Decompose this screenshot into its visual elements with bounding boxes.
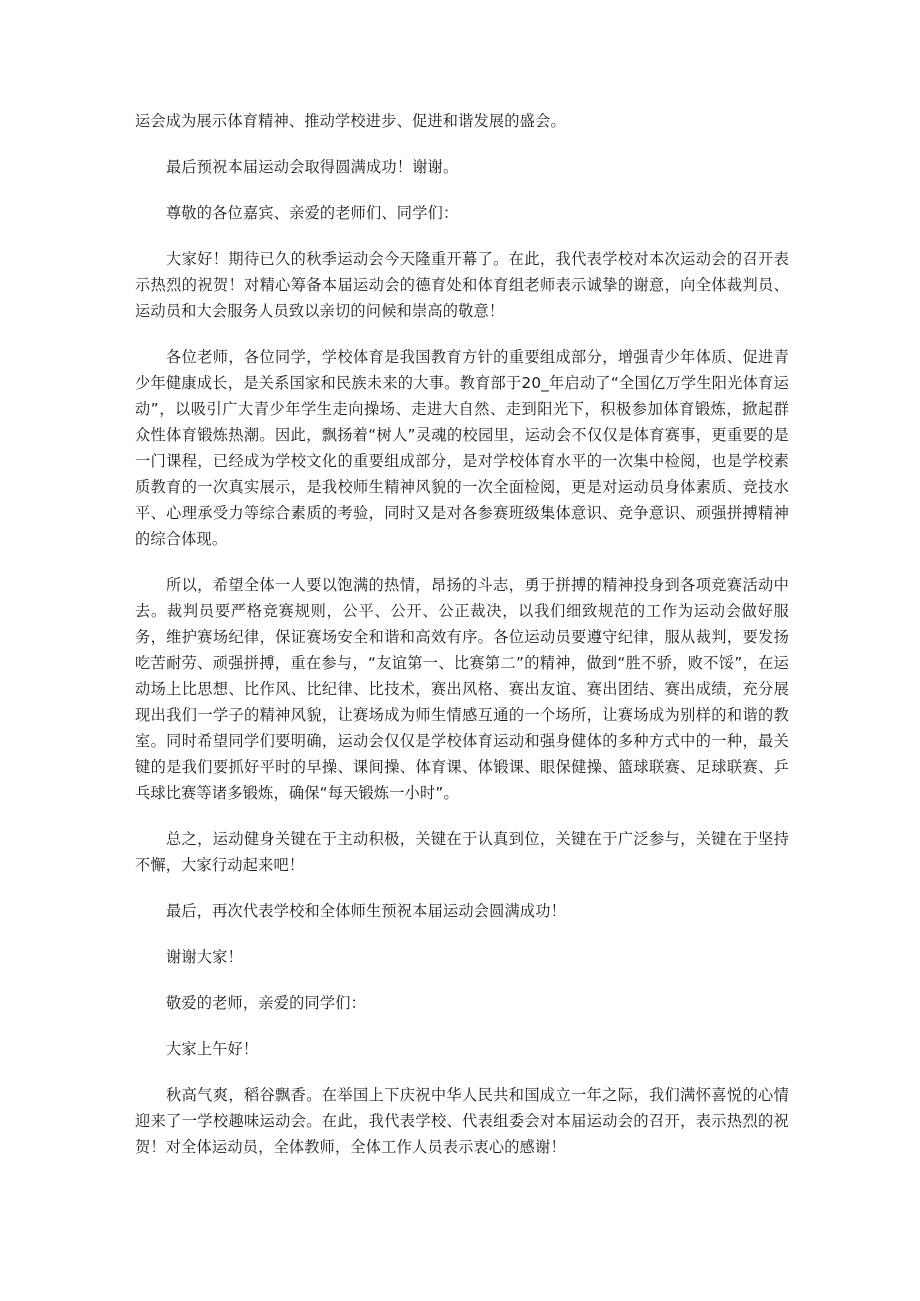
paragraph-salutation-2: 敬爱的老师，亲爱的同学们：	[166, 994, 367, 1012]
paragraph-salutation: 尊敬的各位嘉宾、亲爱的老师们、同学们：	[166, 204, 459, 222]
paragraph-closing-wish: 最后预祝本届运动会取得圆满成功！谢谢。	[166, 158, 459, 176]
paragraph-body-significance: 各位老师，各位同学，学校体育是我国教育方针的重要组成部分，增强青少年体质、促进青少年健康成长，是关系国家和民族未来的大事。教育部于20_年启动了“全国亿万学生阳光体育运动”，以吸引广大青少年学生走向操场、走进大自然、走到阳光下，积极参加体育锻炼，掀起群众性体育锻炼热潮。因此，飘扬着“树人”灵魂的校园里，运动会不仅仅是体育赛事，更重要的是一门课程，已经成为学校文化的重要组成部分，是对学校体育水平的一次集中检阅，也是学校素质教育的一次真实展示，是我校师生精神风貌的一次全面检阅，更是对运动员身体素质、竞技水平、心理承受力等综合素质的考验，同时又是对各参赛班级集体意识、竞争意识、顽强拼搏精神的综合体现。	[135, 348, 789, 548]
paragraph-thanks: 谢谢大家！	[166, 948, 243, 966]
paragraph-summary: 总之，运动健身关键在于主动积极，关键在于认真到位，关键在于广泛参与，关键在于坚持不懈，大家行动起来吧！	[135, 830, 789, 874]
paragraph-body-expectations: 所以，希望全体一人要以饱满的热情，昂扬的斗志，勇于拼搏的精神投身到各项竞赛活动中去。裁判员要严格竞赛规则，公平、公开、公正裁决，以我们细致规范的工作为运动会做好服务，维护赛场纪律，保证赛场安全和谐和高效有序。各位运动员要遵守纪律，服从裁判，要发扬吃苦耐劳、顽强拼搏，重在参与，“友谊第一、比赛第二”的精神，做到“胜不骄，败不馁”，在运动场上比思想、比作风、比纪律、比技术，赛出风格、赛出友谊、赛出团结、赛出成绩，充分展现出我们一学子的精神风貌，让赛场成为师生情感互通的一个场所，让赛场成为别样的和谐的教室。同时希望同学们要明确，运动会仅仅是学校体育运动和强身健体的多种方式中的一种，最关键的是我们要抓好平时的早操、课间操、体育课、体锻课、眼保健操、篮球联赛、足球联赛、乒乓球比赛等诸多锻炼，确保“每天锻炼一小时”。	[135, 576, 789, 802]
paragraph-final-wish: 最后，再次代表学校和全体师生预祝本届运动会圆满成功！	[166, 902, 567, 920]
paragraph-continuation: 运会成为展示体育精神、推动学校进步、促进和谐发展的盛会。	[135, 112, 566, 130]
document-page	[135, 108, 789, 1160]
paragraph-greeting: 大家好！期待已久的秋季运动会今天隆重开幕了。在此，我代表学校对本次运动会的召开表示热烈的祝贺！对精心筹备本届运动会的德育处和体育组老师表示诚挚的谢意，向全体裁判员、运动员和大会服务人员致以亲切的问候和崇高的敬意！	[135, 250, 789, 320]
paragraph-morning-greeting: 大家上午好！	[166, 1040, 259, 1058]
paragraph-opening-2: 秋高气爽，稻谷飘香。在举国上下庆祝中华人民共和国成立一年之际，我们满怀喜悦的心情迎来了一学校趣味运动会。在此，我代表学校、代表组委会对本届运动会的召开，表示热烈的祝贺！对全体运动员，全体教师，全体工作人员表示衷心的感谢！	[135, 1086, 789, 1156]
